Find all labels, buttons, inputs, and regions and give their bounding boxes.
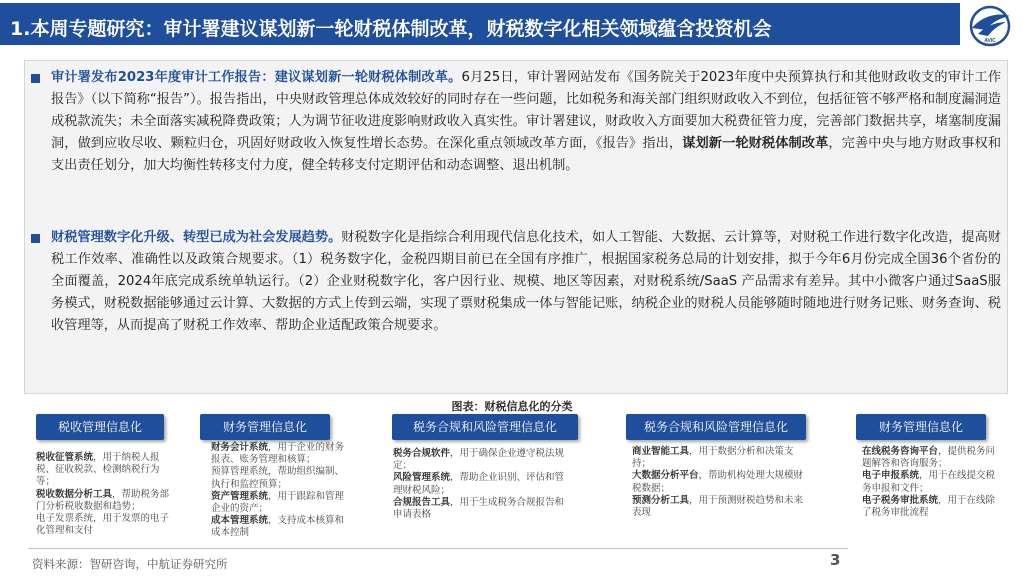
category-description [36,452,174,537]
category-finance-management: 财务管理信息化 [200,414,330,440]
description-item: 大数据分析平台，帮助机构处理大规模财税数据； [632,470,804,494]
description-item: 合规报告工具，用于生成税务合规报告和申请表格 [393,496,565,521]
paragraph-emphasis: 谋划新一轮财税体制改革 [682,136,829,151]
paragraph-body: 6月25日，审计署网站发布《国务院关于2023年度中央预算执行和其他财政收支的审计工作报告》（以下简称“报告”）。报告指出，中央财政管理总体成效较好的同时存在一些问题，比如税务和海关部门组织财政收入不到位，包括征管不够严格和制度漏洞造成税款流失；未全面落实减税降费政策；人为调节征收进度影响财政收入真实性。审计署建议，财政收入方面要加大税费征管力度，完善部门数据共享，堵塞制度漏洞，做到应收尽收、颗粒归仓，巩固好财政收入恢复性增长态势。在深化重点领域改革方面，《报告》指出， [51,70,1002,151]
paragraph-body: 财税数字化是指综合利用现代信息化技术，如人工智能、大数据、云计算等，对财税工作进行数字化改造，提高财税工作效率、准确性以及政策合规要求。（1）税务数字化，金税四期目前已在全国有序推广，根据国家税务总局的计划安排，拟于今年6月份完成全国36个省份的全面覆盖，2024年底完成系统单轨运行。（2）企业财税数字化，客户因行业、规模、地区等因素，对财税系统/SaaS 产品需求有差异。其中小微客户通过SaaS服务模式，财税数据能够通过云计算、大数据的方式上传到云端，实现了票财税集成一体与智能记账，纳税企业的财税人员能够随时随地进行财务记账、财务查询、税收管理等，从而提高了财税工作效率、帮助企业适配政策合规要求。 [51,230,1001,333]
figure-title: 图表：财税信息化的分类 [451,400,573,413]
category-description [632,446,808,519]
paragraph-body-end: ，完善中央与地方财政事权和支出责任划分，加大均衡性转移支付力度，健全转移支付定期评估和动态调整、退出机制。 [51,136,1002,173]
description-item: 风险管理系统，帮助企业识别、评估和管理财税风险； [393,472,565,496]
page-number: 3 [830,551,841,569]
description-item: 电子税务审批系统，用于在线除了税务审批流程 [862,494,996,519]
category-description [393,448,573,521]
description-item: 税收数据分析工具，帮助税务部门分析税收数据和趋势； [36,488,170,512]
paragraph-audit-report [51,67,1001,177]
description-item: 预算管理系统，帮助组织编制、执行和监控预算； [211,466,345,490]
source-note: 资料来源：智研咨询，中航证券研究所 [32,557,228,571]
paragraph-lead: 财税管理数字化升级、转型已成为社会发展趋势。 [51,230,342,245]
category-tax-collection: 税收管理信息化 [36,414,164,440]
category-tax-compliance-2: 税务合规和风险管理信息化 [626,414,806,440]
bullet-square-icon [31,74,40,83]
slide-title: 1.本周专题研究：审计署建议谋划新一轮财税体制改革，财税数字化相关领域蕴含投资机会 [10,18,772,40]
description-item: 预测分析工具，用于预测财税趋势和未来表现 [632,494,804,519]
avic-logo-icon [966,4,1014,48]
slide-header [0,0,1024,52]
description-item: 税收征管系统，用于纳税人报税、征收税款、检测纳税行为等； [36,452,160,488]
description-item: 电子发票系统，用于发票的电子化管理和支付 [36,513,170,537]
description-item: 在线税务咨询平台，提供税务问题解答和咨询服务； [862,446,996,470]
description-item: 税务合规软件，用于确保企业遵守税法规定； [393,448,565,472]
category-finance-management-2: 财务管理信息化 [856,414,986,440]
title-bar [0,3,960,45]
logo-text: AVIC [984,38,996,44]
description-item: 成本管理系统，支持成本核算和成本控制 [211,515,345,539]
category-tax-compliance: 税务合规和风险管理信息化 [392,414,578,440]
category-description [211,442,351,540]
description-item: 财务会计系统，用于企业的财务报表、账务管理和核算； [211,442,345,466]
description-item: 电子申报系统，用于在线提交税务申报和文件； [862,470,996,494]
bullet-square-icon [31,234,40,243]
description-item: 资产管理系统，用于跟踪和管理企业的资产； [211,490,345,515]
description-item: 商业智能工具，用于数据分析和决策支持； [632,446,794,470]
footer-divider [28,548,848,549]
content-box [24,60,1008,394]
paragraph-lead: 审计署发布2023年度审计工作报告：建议谋划新一轮财税体制改革。 [51,70,462,85]
paragraph-digitalization [51,227,1001,337]
category-description [862,446,1000,519]
